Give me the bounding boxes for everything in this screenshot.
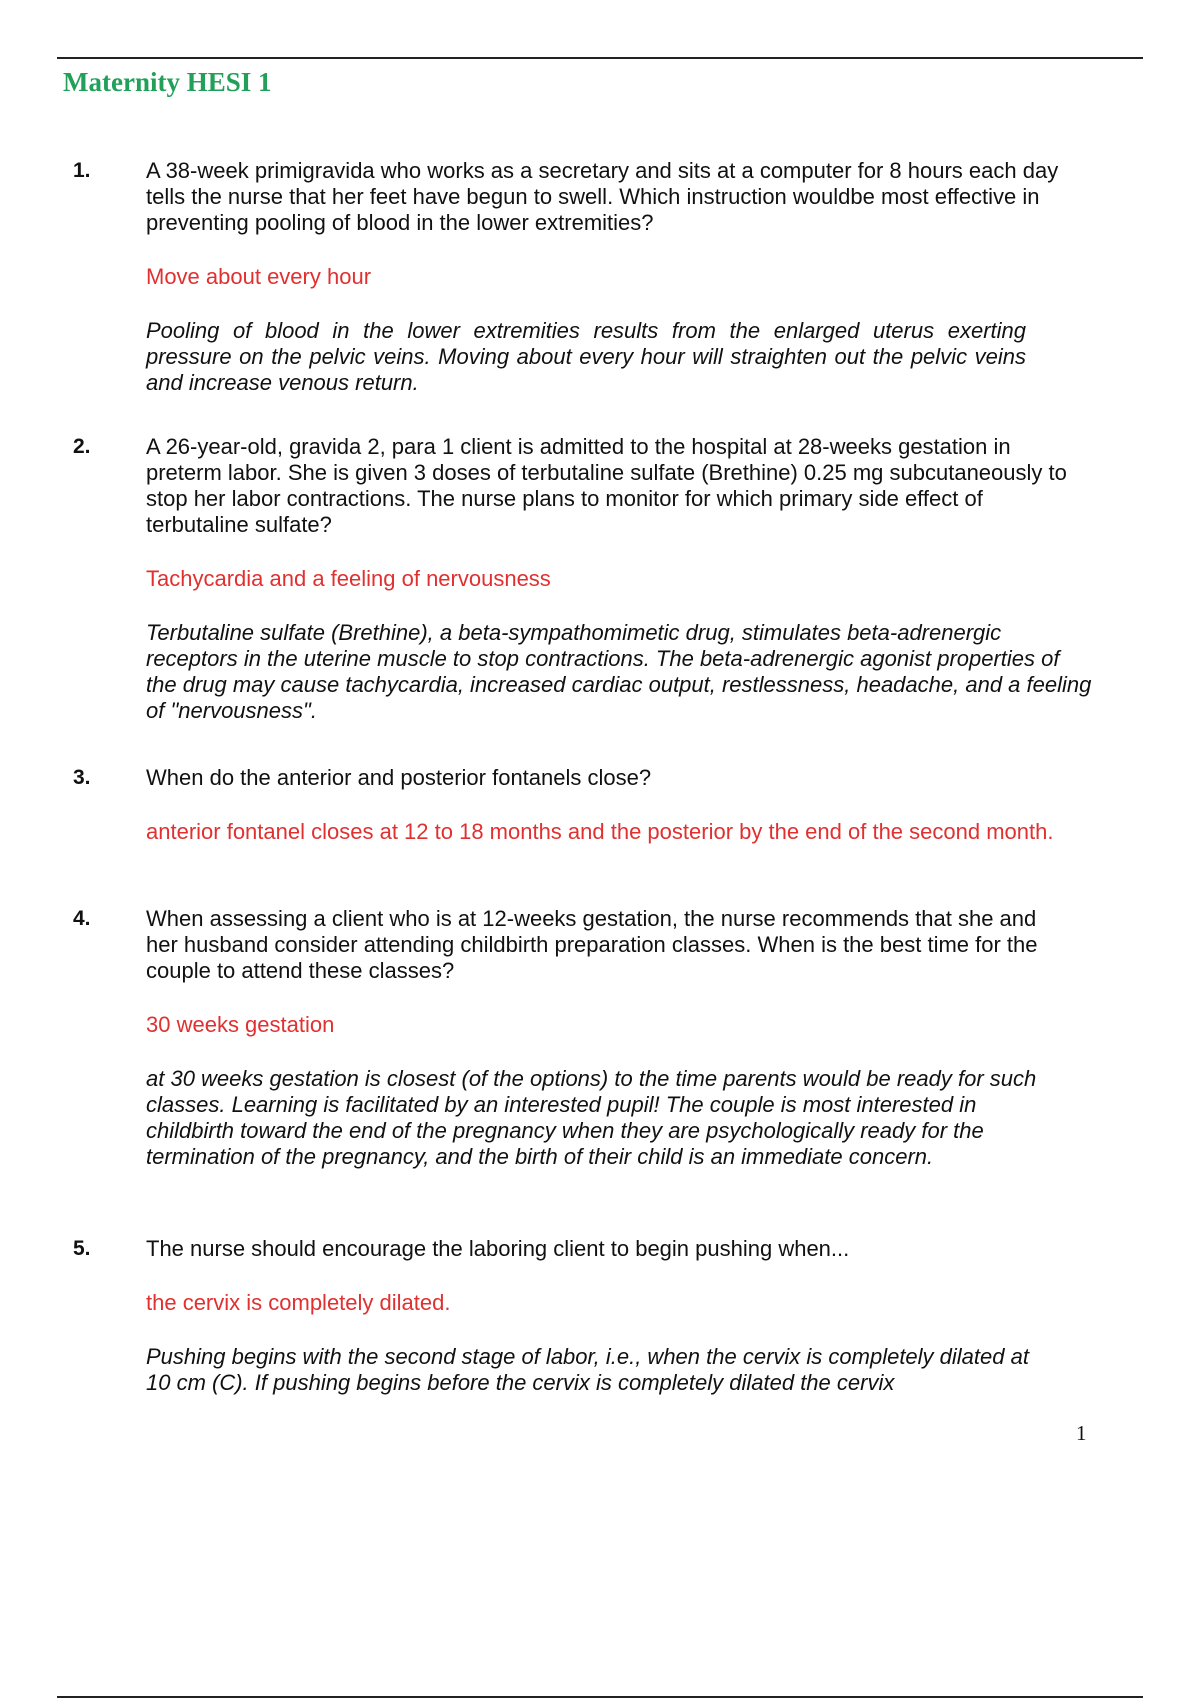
rationale-text: Terbutaline sulfate (Brethine), a beta-sympathomimetic drug, stimulates beta-adrenergic receptors in the uterine muscle to stop contractions. The beta-adrenergic agonist properties of the drug may cause tachycardia, increased cardiac output, restlessness, headache, and a feeling of "nervousness". [146,620,1092,723]
answer-text: anterior fontanel closes at 12 to 18 months and the posterior by the end of the second month. [146,819,1054,844]
document-title: Maternity HESI 1 [63,67,272,97]
question-body [146,1236,1096,1396]
question-body [146,434,1096,724]
question-text: When assessing a client who is at 12-weeks gestation, the nurse recommends that she and her husband consider attending childbirth preparation classes. When is the best time for the couple to attend these classes? [146,906,1038,983]
question-body [146,765,1096,845]
question-number: 5. [73,1237,91,1260]
question-number: 2. [73,435,91,458]
question-number: 4. [73,907,91,930]
rationale-text: Pooling of blood in the lower extremities results from the enlarged uterus exerting pressure on the pelvic veins. Moving about every hour will straighten out the pelvic veins and increase venous return. [146,318,1026,395]
answer-text: Move about every hour [146,264,372,289]
rationale-text: Pushing begins with the second stage of labor, i.e., when the cervix is completely dilated at 10 cm (C). If pushing begins before the cervix is completely dilated the cervix [146,1344,1029,1395]
question-number: 1. [73,159,91,182]
bottom-rule [57,1696,1143,1698]
page-number: 1 [1076,1421,1087,1445]
question-body [146,158,1096,396]
top-rule [57,57,1143,59]
question-text: A 26-year-old, gravida 2, para 1 client is admitted to the hospital at 28-weeks gestation in preterm labor. She is given 3 doses of terbutaline sulfate (Brethine) 0.25 mg subcutaneously to stop her labor contractions. The nurse plans to monitor for which primary side effect of terbutaline sulfate? [146,434,1067,537]
question-body [146,906,1096,1170]
rationale-text: at 30 weeks gestation is closest (of the options) to the time parents would be ready for such classes. Learning is facilitated by an interested pupil! The couple is most interested in childbirth toward the end of the pregnancy when they are psychologically ready for the termination of the pregnancy, and the birth of their child is an immediate concern. [146,1066,1037,1169]
answer-text: Tachycardia and a feeling of nervousness [146,566,551,591]
question-text: When do the anterior and posterior fontanels close? [146,765,652,790]
answer-text: 30 weeks gestation [146,1012,335,1037]
question-text: The nurse should encourage the laboring client to begin pushing when... [146,1236,850,1261]
question-text: A 38-week primigravida who works as a secretary and sits at a computer for 8 hours each day tells the nurse that her feet have begun to swell. Which instruction wouldbe most effective in preventing pooling of blood in the lower extremities? [146,158,1059,235]
question-number: 3. [73,766,91,789]
answer-text: the cervix is completely dilated. [146,1290,451,1315]
